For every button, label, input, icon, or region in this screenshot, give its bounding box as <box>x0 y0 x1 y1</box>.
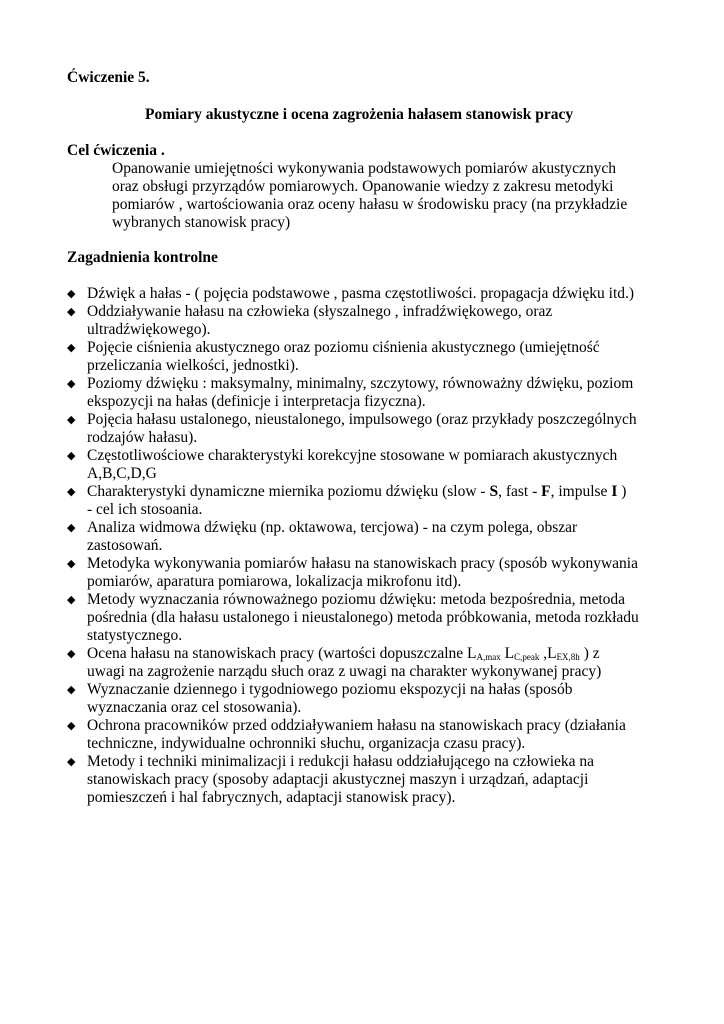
list-item <box>67 375 707 411</box>
list-item <box>67 339 707 375</box>
diamond-bullet-icon: ◆ <box>67 378 76 390</box>
list-item-line: Ochrona pracowników przed oddziaływaniem hałasu na stanowiskach pracy (działania <box>87 717 626 734</box>
list-item-line: Dźwięk a hałas - ( pojęcia podstawowe , pasma częstotliwości. propagacja dźwięku itd.) <box>87 285 635 302</box>
list-item-line: pośrednia (dla hałasu ustalonego i nieustalonego) metoda próbkowania, metoda rozkładu <box>87 609 639 626</box>
exercise-heading: Ćwiczenie 5. <box>67 69 150 86</box>
list-item-line: A,B,C,D,G <box>87 465 157 482</box>
diamond-bullet-icon: ◆ <box>67 414 76 426</box>
text-run: L <box>500 645 515 662</box>
goal-line: Opanowanie umiejętności wykonywania podstawowych pomiarów akustycznych <box>112 160 617 177</box>
list-item-line: Pojęcia hałasu ustalonego, nieustalonego, impulsowego (oraz przykłady poszczególnych <box>87 411 637 428</box>
text-run: , impulse <box>550 483 612 500</box>
goal-paragraph <box>112 160 672 232</box>
impulse-symbol: I <box>611 483 618 500</box>
fast-symbol: F <box>541 483 551 500</box>
list-item-line: Częstotliwościowe charakterystyki korekcyjne stosowane w pomiarach akustycznych <box>87 447 618 464</box>
goal-line: pomiarów , wartościowania oraz oceny hałasu w środowisku pracy (na przykładzie <box>112 196 628 213</box>
list-item-line: Wyznaczanie dziennego i tygodniowego poziomu ekspozycji na hałas (sposób <box>87 681 573 698</box>
diamond-bullet-icon: ◆ <box>67 558 76 570</box>
diamond-bullet-icon: ◆ <box>67 342 76 354</box>
diamond-bullet-icon: ◆ <box>67 522 76 534</box>
list-item-dynamic-characteristics <box>67 483 707 519</box>
text-run: , fast - <box>498 483 542 500</box>
list-item-line: rodzajów hałasu). <box>87 429 198 446</box>
goal-line: oraz obsługi przyrządów pomiarowych. Opanowanie wiedzy z zakresu metodyki <box>112 178 614 195</box>
list-item-line: Metody i techniki minimalizacji i redukcji hałasu oddziałującego na człowieka na <box>87 753 595 770</box>
text-run: ,L <box>539 645 557 662</box>
diamond-bullet-icon: ◆ <box>67 306 76 318</box>
list-item-line: Poziomy dźwięku : maksymalny, minimalny, szczytowy, równoważny dźwięku, poziom <box>87 375 634 392</box>
diamond-bullet-icon: ◆ <box>67 594 76 606</box>
goal-line: wybranych stanowisk pracy) <box>112 214 291 231</box>
goal-heading: Cel ćwiczenia . <box>67 142 165 159</box>
list-item-line: - cel ich stosoania. <box>87 501 203 518</box>
subscript-lex-8h: EX,8h <box>556 652 580 662</box>
diamond-bullet-icon: ◆ <box>67 288 76 300</box>
list-item <box>67 303 707 339</box>
diamond-bullet-icon: ◆ <box>67 684 76 696</box>
list-item <box>67 717 707 753</box>
list-item-line: techniczne, indywidualne ochronniki słuchu, organizacja czasu pracy). <box>87 735 526 752</box>
list-item <box>67 591 707 645</box>
text-run: Charakterystyki dynamiczne miernika poziomu dźwięku (slow - <box>87 483 490 500</box>
list-item-line: statystycznego. <box>87 627 183 644</box>
diamond-bullet-icon: ◆ <box>67 450 76 462</box>
list-item-line: pomiarów, aparatura pomiarowa, lokalizacja mikrofonu itd). <box>87 573 462 590</box>
list-item <box>67 681 707 717</box>
text-run: ) <box>617 483 627 500</box>
questions-list <box>67 285 707 807</box>
list-item-line: Metody wyznaczania równoważnego poziomu dźwięku: metoda bezpośrednia, metoda <box>87 591 626 608</box>
subscript-lc-peak: C,peak <box>514 652 540 662</box>
list-item-line: Oddziaływanie hałasu na człowieka (słyszalnego , infradźwiękowego, oraz <box>87 303 553 320</box>
list-item-line: Metodyka wykonywania pomiarów hałasu na stanowiskach pracy (sposób wykonywania <box>87 555 638 572</box>
list-item <box>67 519 707 555</box>
list-item <box>67 753 707 807</box>
diamond-bullet-icon: ◆ <box>67 756 76 768</box>
document-title: Pomiary akustyczne i ocena zagrożenia hałasem stanowisk pracy <box>145 106 574 123</box>
list-item-line: przeliczania wielkości, jednostki). <box>87 357 299 374</box>
slow-symbol: S <box>489 483 499 500</box>
diamond-bullet-icon: ◆ <box>67 648 76 660</box>
text-run: ) z <box>579 645 600 662</box>
list-item-line: pomieszczeń i hal fabrycznych, adaptacji stanowisk pracy). <box>87 789 456 806</box>
list-item-line: Analiza widmowa dźwięku (np. oktawowa, tercjowa) - na czym polega, obszar <box>87 519 578 536</box>
text-run: Ocena hałasu na stanowiskach pracy (wartości dopuszczalne L <box>87 645 477 662</box>
list-item-line: wyznaczania oraz cel stosowania). <box>87 699 302 716</box>
list-item-line: ultradźwiękowego). <box>87 321 211 338</box>
list-item-line: ekspozycji na hałas (definicje i interpretacja fizyczna). <box>87 393 426 410</box>
questions-heading: Zagadnienia kontrolne <box>67 249 218 266</box>
list-item-noise-assessment <box>67 645 707 681</box>
list-item-line <box>87 645 707 663</box>
list-item-line: Pojęcie ciśnienia akustycznego oraz poziomu ciśnienia akustycznego (umiejętność <box>87 339 600 356</box>
list-item-line: stanowiskach pracy (sposoby adaptacji akustycznej maszyn i urządzań, adaptacji <box>87 771 589 788</box>
subscript-la-max: A,max <box>476 652 501 662</box>
diamond-bullet-icon: ◆ <box>67 486 76 498</box>
list-item <box>67 447 707 483</box>
list-item-line <box>87 483 707 501</box>
list-item-line: uwagi na zagrożenie narządu słuch oraz z uwagi na charakter wykonywanej pracy) <box>87 663 602 680</box>
diamond-bullet-icon: ◆ <box>67 720 76 732</box>
list-item <box>67 555 707 591</box>
list-item <box>67 285 707 303</box>
list-item-line: zastosowań. <box>87 537 163 554</box>
list-item <box>67 411 707 447</box>
